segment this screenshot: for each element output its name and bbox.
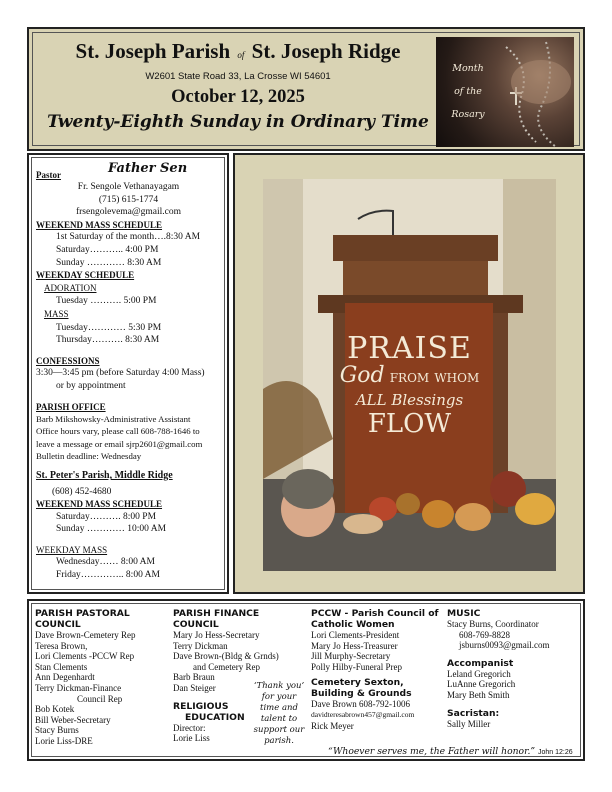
ppc-member-6b: Council Rep xyxy=(77,693,123,704)
adoration-label: ADORATION xyxy=(44,282,97,293)
music-email: jsburns0093@gmail.com xyxy=(459,640,550,651)
pccw-member-3: Jill Murphy-Secretary xyxy=(311,651,391,662)
schedule-panel xyxy=(27,153,229,594)
thanks-line-3: time and xyxy=(260,703,298,713)
music-column xyxy=(447,608,582,729)
parish-address: W2601 State Road 33, La Crosse WI 54601 xyxy=(145,71,331,82)
office-line-2: Office hours vary, please call 608-788-1646 to xyxy=(36,426,200,437)
pccw-member-2: Mary Jo Hess-Treasurer xyxy=(311,640,398,651)
re-title-1: RELIGIOUS xyxy=(173,700,229,712)
st-peters-phone: (608) 452-4680 xyxy=(52,486,112,497)
st-peters-heading: St. Peter's Parish, Middle Ridge xyxy=(36,469,173,481)
pastor-label: Pastor xyxy=(36,170,61,180)
accompanist-2: LuAnne Gregorich xyxy=(447,679,516,690)
rosary-image xyxy=(436,37,574,147)
quote-text: “Whoever serves me, the Father will honor.” xyxy=(328,746,536,757)
pastor-phone: (715) 615-1774 xyxy=(98,194,159,205)
ppc-title-1: PARISH PASTORAL xyxy=(35,608,130,619)
pastoral-council-column xyxy=(35,608,170,747)
pccw-column xyxy=(311,608,451,731)
councils-panel xyxy=(27,599,585,761)
rosary-line-1: Month xyxy=(452,63,484,74)
ppc-member-3: Lori Clements -PCCW Rep xyxy=(35,651,135,662)
thanks-line-5: support our xyxy=(253,725,305,735)
ppc-member-8: Bill Weber-Secretary xyxy=(35,714,111,725)
ppc-member-4: Stan Clements xyxy=(35,661,88,672)
rosary-caption xyxy=(440,57,496,126)
weekend-mass-2: Saturday……….. 4:00 PM xyxy=(56,244,159,255)
weekday-label: WEEKDAY SCHEDULE xyxy=(36,270,135,281)
sp-weekday-2: Friday………….. 8:00 AM xyxy=(56,570,160,581)
pfc-title-1: PARISH FINANCE xyxy=(173,608,260,619)
mass-time-2: Thursday………. 8:30 AM xyxy=(56,335,160,346)
ppc-member-6: Terry Dickman-Finance xyxy=(35,682,122,693)
pfc-member-3: Dave Brown-(Bldg & Grnds) xyxy=(173,651,279,662)
liturgical-sunday: Twenty-Eighth Sunday in Ordinary Time xyxy=(47,112,429,132)
pfc-member-1: Mary Jo Hess-Secretary xyxy=(173,630,260,640)
ppc-member-5: Ann Degenhardt xyxy=(35,672,95,683)
banner-whom: WHOM xyxy=(434,371,480,385)
thanks-line-2: for your xyxy=(261,692,297,702)
sexton-member-1: Dave Brown 608-792-1006 xyxy=(311,699,410,710)
weekend-mass-1: 1st Saturday of the month….8:30 AM xyxy=(56,232,201,243)
re-director-name: Lorie Liss xyxy=(173,733,210,744)
banner-from: FROM xyxy=(389,371,430,385)
sexton-member-2: Rick Meyer xyxy=(311,720,354,731)
accompanist-title: Accompanist xyxy=(447,657,514,669)
pulpit-photo xyxy=(263,179,556,571)
sexton-email: davidteresabrown457@gmail.com xyxy=(311,709,415,719)
sexton-title-2: Building & Grounds xyxy=(311,688,412,700)
rosary-line-2: of the xyxy=(454,86,482,97)
sp-weekend-1: Saturday………. 8:00 PM xyxy=(56,511,157,522)
pastor-full-name: Fr. Sengole Vethanayagam xyxy=(77,182,180,192)
banner-line-2 xyxy=(263,364,556,390)
pfc-member-3b: and Cemetery Rep xyxy=(193,661,260,672)
banner-text xyxy=(263,331,556,439)
banner-god: God xyxy=(339,363,385,388)
parish-title xyxy=(33,39,443,64)
ppc-member-7: Bob Kotek xyxy=(35,704,75,715)
bulletin-date: October 12, 2025 xyxy=(171,87,305,107)
councils-inner xyxy=(31,603,581,757)
pfc-member-2: Terry Dickman xyxy=(173,640,228,651)
banner-flow: FLOW xyxy=(367,409,452,439)
pfc-member-5: Dan Steiger xyxy=(173,682,216,693)
sexton-title-1: Cemetery Sexton, xyxy=(311,677,404,689)
parish-name: St. Joseph Parish xyxy=(75,39,231,63)
thanks-line-4: talent to xyxy=(260,714,298,724)
rosary-line-3: Rosary xyxy=(451,109,485,120)
accompanist-3: Mary Beth Smith xyxy=(447,689,510,700)
thanks-line-1: ‘Thank you’ xyxy=(253,681,305,691)
sacristan-name: Sally Miller xyxy=(447,718,491,729)
pastor-name: Father Sen xyxy=(108,161,188,176)
ppc-member-9: Stacy Burns xyxy=(35,725,79,736)
music-coordinator: Stacy Burns, Coordinator xyxy=(447,619,539,629)
confessions-time: 3:30—3:45 pm (before Saturday 4:00 Mass) xyxy=(36,368,205,379)
parish-office-label: PARISH OFFICE xyxy=(36,401,106,412)
office-line-3: leave a message or email sjrp2601@gmail.com xyxy=(36,438,203,449)
ppc-member-1: Dave Brown-Cemetery Rep xyxy=(35,630,136,640)
pccw-title-1: PCCW - Parish Council of xyxy=(311,608,439,619)
confessions-appointment: or by appointment xyxy=(56,380,126,391)
weekend-mass-label: WEEKEND MASS SCHEDULE xyxy=(36,219,163,230)
bulletin-header xyxy=(27,27,585,151)
sp-weekend-2: Sunday ………… 10:00 AM xyxy=(56,524,167,535)
pfc-member-4: Barb Braun xyxy=(173,672,215,683)
photo-frame xyxy=(233,153,585,594)
music-title: MUSIC xyxy=(447,608,481,619)
re-director-label: Director: xyxy=(173,722,206,733)
pastor-row xyxy=(36,163,221,181)
sp-weekday-label: WEEKDAY MASS xyxy=(36,544,108,555)
quote-reference: John 12:26 xyxy=(538,749,573,756)
adoration-time: Tuesday ………. 5:00 PM xyxy=(56,296,157,307)
ppc-member-2: Teresa Brown, xyxy=(35,640,88,651)
sp-weekend-label: WEEKEND MASS SCHEDULE xyxy=(36,499,163,510)
pccw-member-1: Lori Clements-President xyxy=(311,630,400,640)
mass-time-1: Tuesday………… 5:30 PM xyxy=(56,322,162,333)
pfc-title-2: COUNCIL xyxy=(173,619,219,630)
sacristan-title: Sacristan: xyxy=(447,707,500,719)
schedule-inner xyxy=(31,157,225,590)
scripture-quote xyxy=(328,747,573,759)
thanks-line-6: parish. xyxy=(264,736,294,746)
thank-you-note xyxy=(245,681,313,747)
ppc-title-2: COUNCIL xyxy=(35,619,81,630)
pccw-member-4: Polly Hilby-Funeral Prep xyxy=(311,661,402,672)
header-inner-border xyxy=(32,32,580,146)
banner-all-blessings: ALL Blessings xyxy=(355,391,464,409)
music-phone: 608-769-8828 xyxy=(459,629,510,640)
pccw-title-2: Catholic Women xyxy=(311,619,395,630)
of-word: of xyxy=(237,50,245,60)
weekend-mass-3: Sunday ………… 8:30 AM xyxy=(56,257,162,268)
ppc-member-10: Lorie Liss-DRE xyxy=(35,735,93,746)
ridge-name: St. Joseph Ridge xyxy=(251,39,401,63)
mass-label: MASS xyxy=(44,308,69,319)
pastor-email: frsengolevema@gmail.com xyxy=(75,207,182,218)
office-line-4: Bulletin deadline: Wednesday xyxy=(36,450,142,461)
banner-praise: PRAISE xyxy=(347,331,472,366)
accompanist-1: Leland Gregorich xyxy=(447,668,511,679)
re-title-2: EDUCATION xyxy=(185,711,245,723)
office-line-1: Barb Mikshowsky-Administrative Assistant xyxy=(36,414,191,425)
sp-weekday-1: Wednesday…… 8:00 AM xyxy=(56,557,155,568)
confessions-label: CONFESSIONS xyxy=(36,355,100,366)
